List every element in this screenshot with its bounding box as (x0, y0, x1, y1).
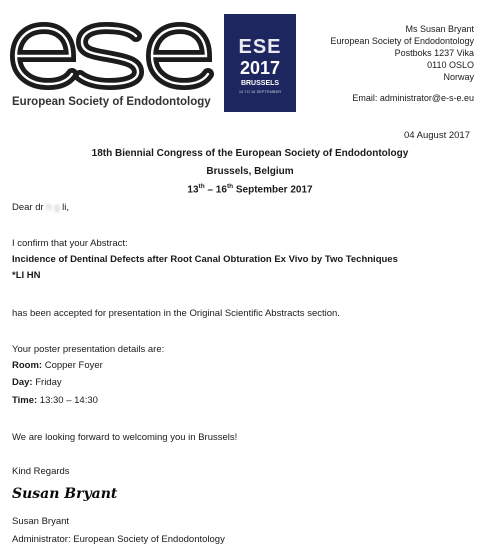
room-line: Room: Copper Foyer (12, 360, 103, 371)
sender-org: European Society of Endodontology (330, 36, 474, 46)
sender-email: Email: administrator@e-s-e.eu (352, 93, 474, 103)
regards: Kind Regards (12, 466, 70, 477)
event-dates: 13th – 16th September 2017 (187, 183, 313, 196)
event-location: Brussels, Belgium (206, 166, 294, 177)
congress-badge (224, 14, 296, 112)
org-name: European Society of Endodontology (12, 96, 211, 108)
closing-line: We are looking forward to welcoming you in Brussels! (12, 432, 238, 443)
sender-city: 0110 OSLO (427, 60, 474, 70)
badge-ese: ESE (238, 36, 282, 58)
signer-name: Susan Bryant (12, 516, 70, 527)
letter-date: 04 August 2017 (403, 130, 470, 141)
confirm-text: I confirm that your Abstract: (12, 238, 128, 249)
event-title: 18th Biennial Congress of the European Society of Endodontology (91, 148, 409, 159)
handwritten-signature: Susan Bryant (12, 486, 118, 502)
day-line: Day: Friday (12, 377, 62, 388)
details-intro: Your poster presentation details are: (12, 344, 165, 355)
badge-year: 2017 (239, 58, 281, 78)
abstract-author: *LI HN (12, 270, 41, 281)
badge-dates: 14 TO 16 SEPTEMBER (238, 89, 282, 94)
sender-name: Ms Susan Bryant (405, 24, 474, 34)
salutation: Dear dr h g li, (12, 202, 70, 213)
abstract-title: Incidence of Dentinal Defects after Root Canal Obturation Ex Vivo by Two Techniques (12, 254, 398, 265)
badge-city: BRUSSELS (240, 80, 280, 87)
ese-logo-mark (8, 10, 218, 96)
time-line: Time: 13:30 – 14:30 (12, 395, 98, 406)
redacted-name: h g (46, 202, 60, 213)
accepted-text: has been accepted for presentation in the Original Scientific Abstracts section. (12, 308, 340, 319)
sender-street: Postboks 1237 Vika (394, 48, 474, 58)
signer-title: Administrator: European Society of Endodontology (12, 534, 225, 545)
sender-country: Norway (443, 72, 474, 82)
